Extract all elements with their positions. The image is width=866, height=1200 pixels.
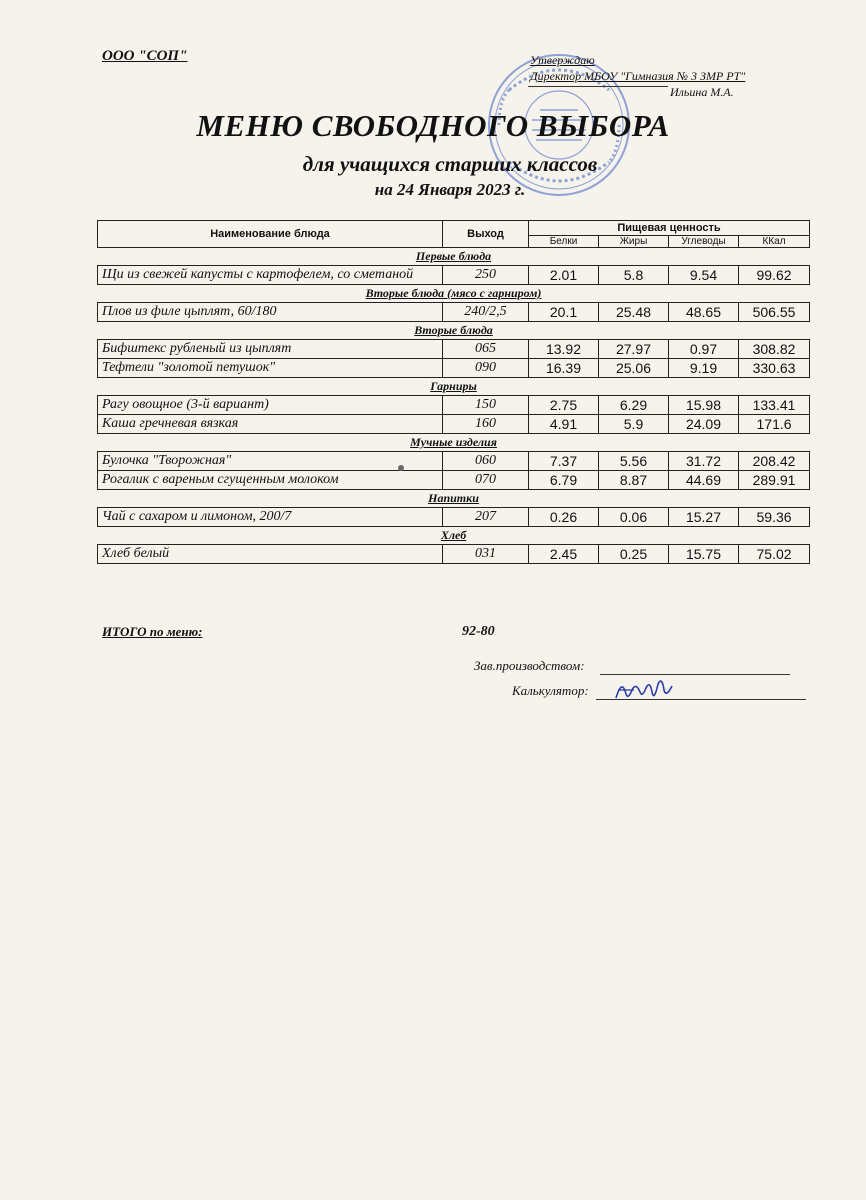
dish-yield: 207 xyxy=(443,508,529,527)
dish-kcal: 308.82 xyxy=(739,340,810,359)
dish-kcal: 330.63 xyxy=(739,359,810,378)
dish-name: Рогалик с вареным сгущенным молоком xyxy=(98,471,443,490)
column-header-protein: Белки xyxy=(529,236,599,248)
ink-dot xyxy=(398,465,404,471)
dish-carbs: 24.09 xyxy=(669,415,739,434)
dish-carbs: 31.72 xyxy=(669,452,739,471)
dish-fat: 6.29 xyxy=(599,396,669,415)
dish-yield: 031 xyxy=(443,545,529,564)
approval-block xyxy=(530,52,745,100)
dish-name: Бифштекс рубленый из цыплят xyxy=(98,340,443,359)
dish-carbs: 9.19 xyxy=(669,359,739,378)
section-title: Хлеб xyxy=(98,527,810,545)
dish-protein: 0.26 xyxy=(529,508,599,527)
approved-label: Утверждаю xyxy=(530,53,595,67)
dish-name: Тефтели "золотой петушок" xyxy=(98,359,443,378)
section-title: Напитки xyxy=(98,490,810,508)
table-row xyxy=(98,340,810,359)
dish-protein: 2.75 xyxy=(529,396,599,415)
dish-fat: 0.25 xyxy=(599,545,669,564)
director-name: Ильина М.А. xyxy=(670,85,734,99)
dish-carbs: 15.27 xyxy=(669,508,739,527)
table-row xyxy=(98,396,810,415)
table-row xyxy=(98,545,810,564)
dish-kcal: 289.91 xyxy=(739,471,810,490)
table-row xyxy=(98,508,810,527)
dish-protein: 4.91 xyxy=(529,415,599,434)
dish-yield: 250 xyxy=(443,266,529,285)
dish-yield: 240/2,5 xyxy=(443,303,529,322)
dish-protein: 7.37 xyxy=(529,452,599,471)
section-title: Вторые блюда xyxy=(98,322,810,340)
dish-kcal: 59.36 xyxy=(739,508,810,527)
organization-name: ООО "СОП" xyxy=(102,48,188,64)
calculator-handwritten-signature-icon xyxy=(612,672,682,706)
column-header-yield: Выход xyxy=(443,221,529,248)
dish-kcal: 75.02 xyxy=(739,545,810,564)
section-title: Первые блюда xyxy=(98,248,810,266)
dish-fat: 5.56 xyxy=(599,452,669,471)
dish-kcal: 133.41 xyxy=(739,396,810,415)
dish-carbs: 48.65 xyxy=(669,303,739,322)
dish-yield: 065 xyxy=(443,340,529,359)
total-value: 92-80 xyxy=(462,624,495,639)
dish-carbs: 15.98 xyxy=(669,396,739,415)
dish-name: Щи из свежей капусты с картофелем, со сметаной xyxy=(98,266,443,285)
section-title: Мучные изделия xyxy=(98,434,810,452)
dish-yield: 090 xyxy=(443,359,529,378)
dish-carbs: 15.75 xyxy=(669,545,739,564)
dish-fat: 5.9 xyxy=(599,415,669,434)
director-signature-line xyxy=(528,86,668,87)
dish-protein: 20.1 xyxy=(529,303,599,322)
dish-kcal: 506.55 xyxy=(739,303,810,322)
dish-protein: 6.79 xyxy=(529,471,599,490)
section-row xyxy=(98,434,810,452)
dish-fat: 25.06 xyxy=(599,359,669,378)
section-row xyxy=(98,322,810,340)
dish-name: Плов из филе цыплят, 60/180 xyxy=(98,303,443,322)
table-row xyxy=(98,303,810,322)
section-row xyxy=(98,378,810,396)
dish-protein: 2.01 xyxy=(529,266,599,285)
dish-yield: 060 xyxy=(443,452,529,471)
section-title: Вторые блюда (мясо с гарниром) xyxy=(98,285,810,303)
dish-fat: 8.87 xyxy=(599,471,669,490)
dish-name: Хлеб белый xyxy=(98,545,443,564)
section-row xyxy=(98,248,810,266)
production-head-signature xyxy=(474,658,585,674)
dish-kcal: 208.42 xyxy=(739,452,810,471)
table-row xyxy=(98,452,810,471)
dish-fat: 25.48 xyxy=(599,303,669,322)
dish-fat: 0.06 xyxy=(599,508,669,527)
table-row xyxy=(98,415,810,434)
dish-name: Чай с сахаром и лимоном, 200/7 xyxy=(98,508,443,527)
dish-carbs: 44.69 xyxy=(669,471,739,490)
dish-carbs: 9.54 xyxy=(669,266,739,285)
section-row xyxy=(98,285,810,303)
section-row xyxy=(98,490,810,508)
calculator-label: Калькулятор: xyxy=(512,683,589,698)
table-row xyxy=(98,359,810,378)
dish-protein: 13.92 xyxy=(529,340,599,359)
dish-fat: 5.8 xyxy=(599,266,669,285)
dish-yield: 160 xyxy=(443,415,529,434)
dish-name: Рагу овощное (3-й вариант) xyxy=(98,396,443,415)
dish-name: Каша гречневая вязкая xyxy=(98,415,443,434)
dish-yield: 150 xyxy=(443,396,529,415)
section-row xyxy=(98,527,810,545)
menu-table xyxy=(97,220,810,564)
calculator-signature xyxy=(512,683,589,699)
dish-protein: 2.45 xyxy=(529,545,599,564)
dish-kcal: 99.62 xyxy=(739,266,810,285)
dish-protein: 16.39 xyxy=(529,359,599,378)
table-row xyxy=(98,471,810,490)
dish-carbs: 0.97 xyxy=(669,340,739,359)
section-title: Гарниры xyxy=(98,378,810,396)
dish-yield: 070 xyxy=(443,471,529,490)
column-header-nutrition: Пищевая ценность xyxy=(529,221,810,236)
menu-table-body xyxy=(98,248,810,564)
production-head-label: Зав.производством: xyxy=(474,658,585,673)
table-row xyxy=(98,266,810,285)
total-label: ИТОГО по меню: xyxy=(102,624,203,639)
column-header-carbs: Углеводы xyxy=(669,236,739,248)
dish-name: Булочка "Творожная" xyxy=(98,452,443,471)
column-header-kcal: ККал xyxy=(739,236,810,248)
page-subtitle: для учащихся старших классов xyxy=(302,152,598,176)
column-header-name: Наименование блюда xyxy=(98,221,443,248)
dish-fat: 27.97 xyxy=(599,340,669,359)
dish-kcal: 171.6 xyxy=(739,415,810,434)
column-header-fat: Жиры xyxy=(599,236,669,248)
menu-date: на 24 Января 2023 г. xyxy=(374,180,526,199)
director-position: Директор МБОУ "Гимназия № 3 ЗМР РТ" xyxy=(530,69,746,83)
page-title: МЕНЮ СВОБОДНОГО ВЫБОРА xyxy=(196,108,670,143)
